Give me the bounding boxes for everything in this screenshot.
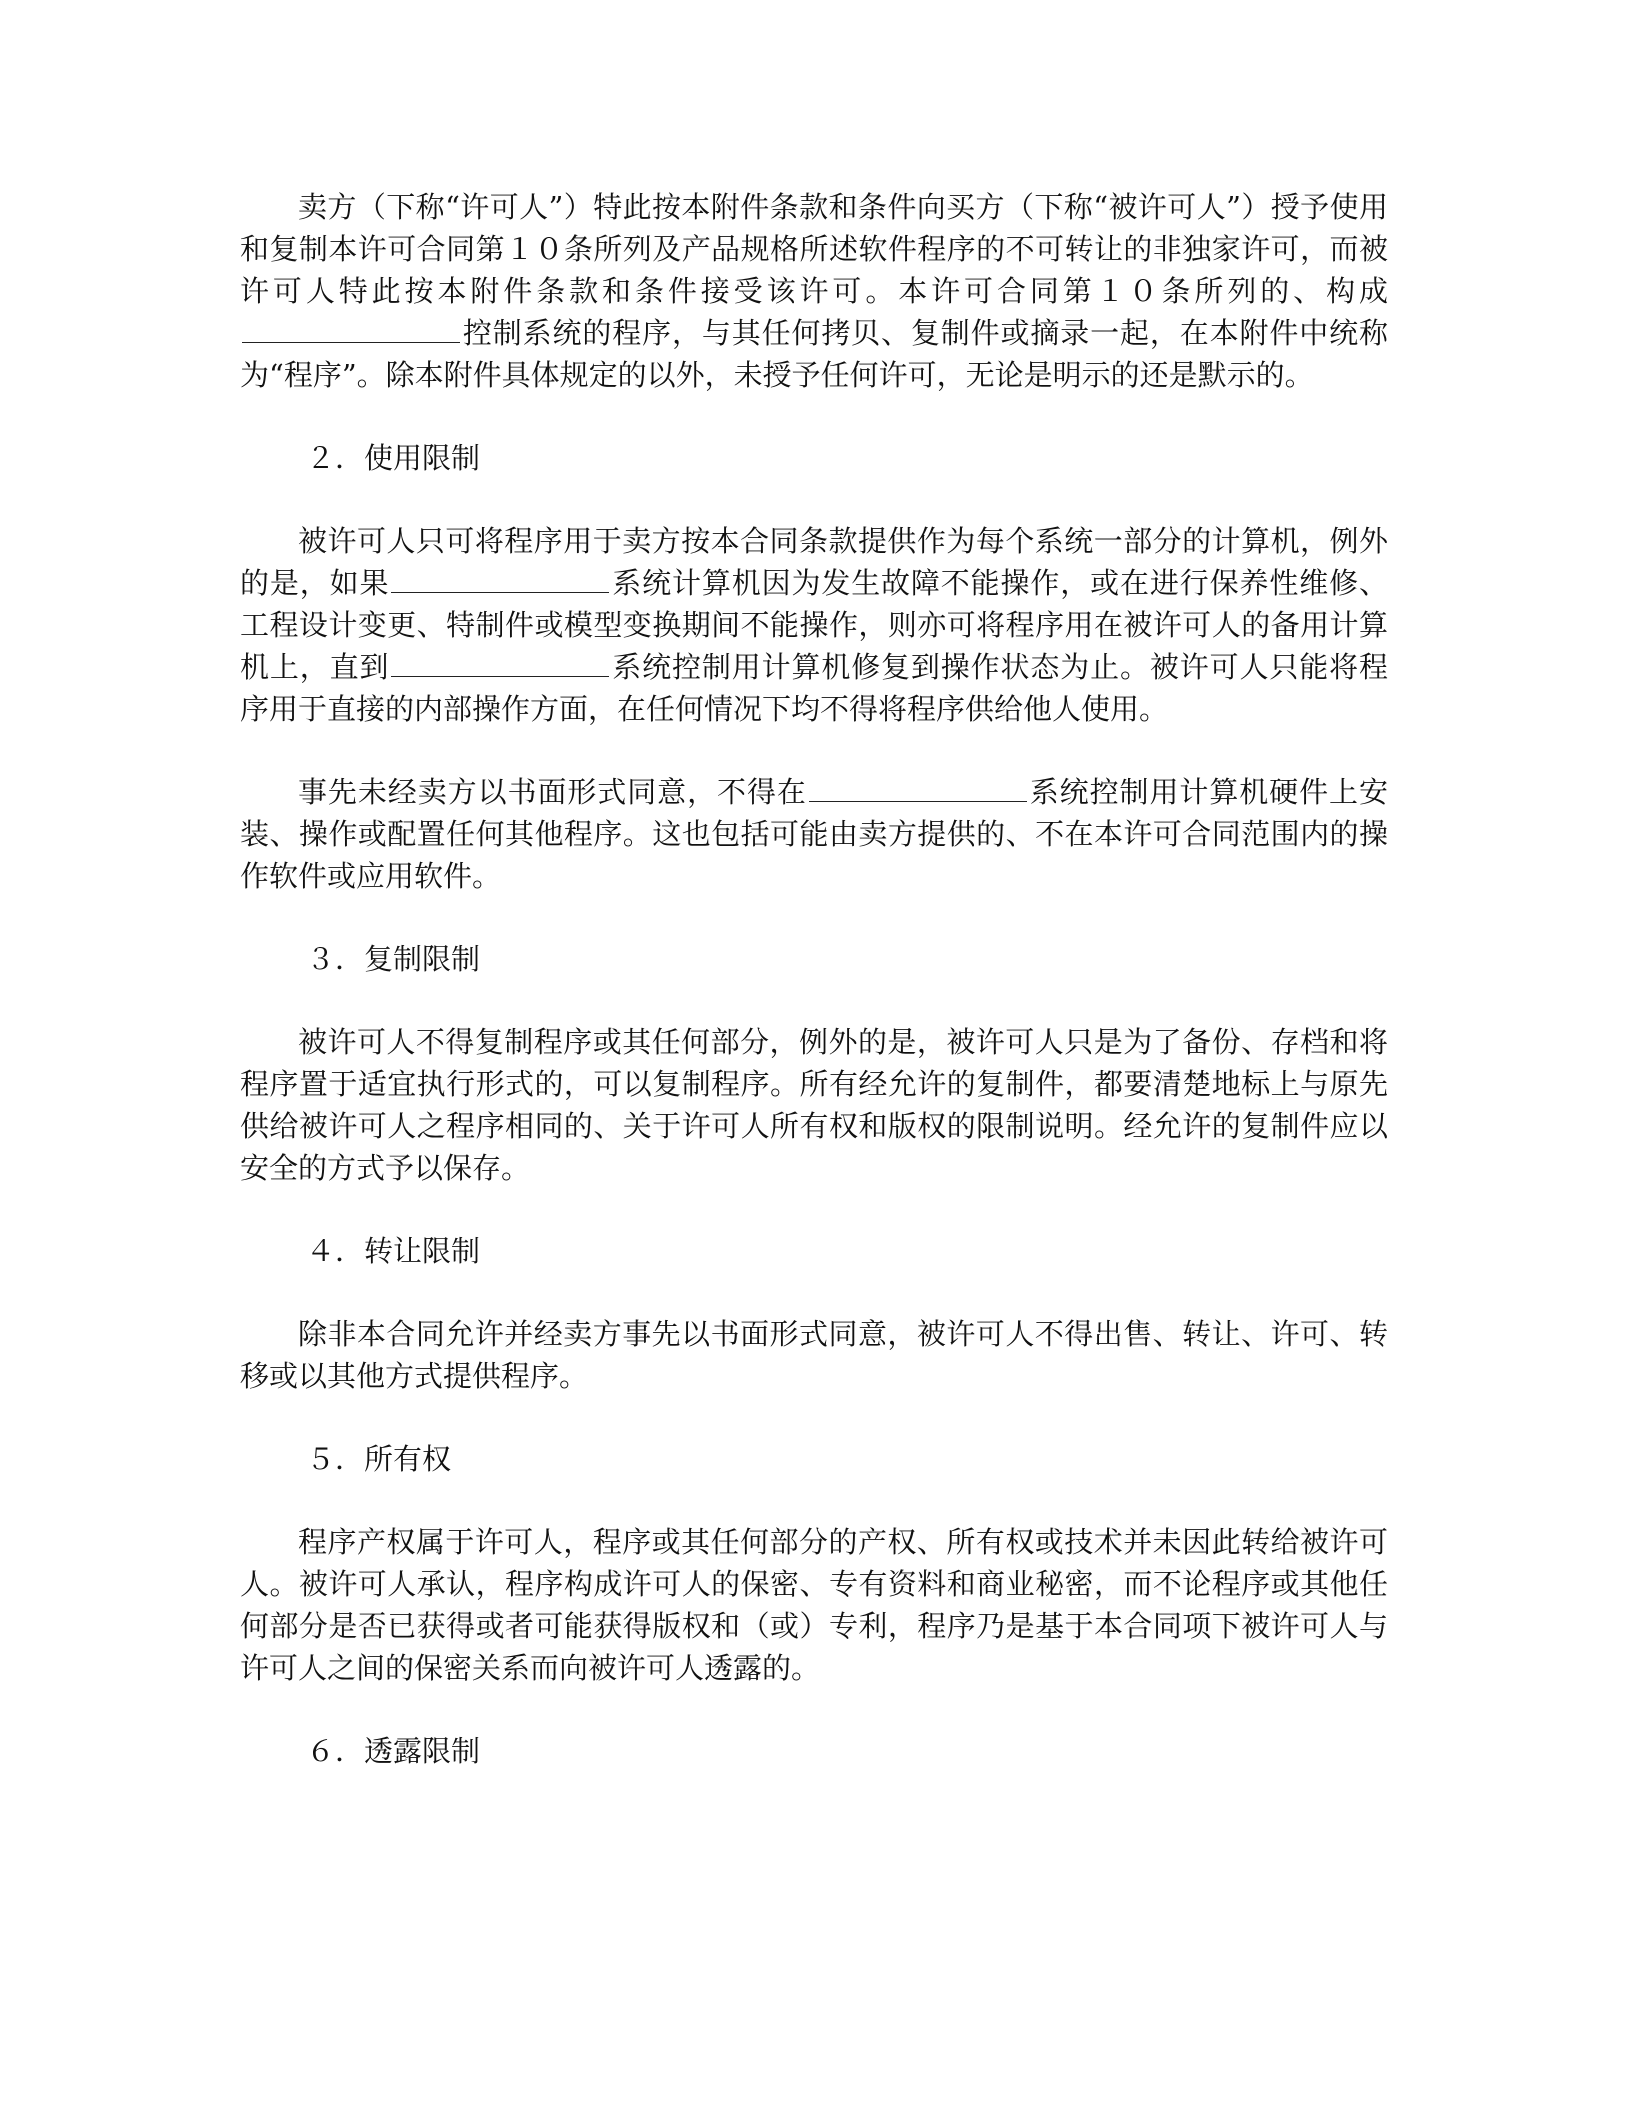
fill-in-blank <box>242 316 460 343</box>
document-page <box>240 186 1388 1772</box>
section-heading-transfer-restriction: ４．转让限制 <box>306 1234 481 1268</box>
text-segment: 被许可人只可将程序用于卖方按本合同条款提供作为每个系统一部分的计算机，例外的是，如果 <box>240 524 1388 600</box>
text-segment: 控制系统的程序，与其任何拷贝、复制件或摘录一起，在本附件中统称为“程序”。除本附件具体规定的以外，未授予任何许可，无论是明示的还是默示的。 <box>240 316 1388 392</box>
fill-in-blank <box>391 566 609 593</box>
text-segment: 系统控制用计算机硬件上安装、操作或配置任何其他程序。这也包括可能由卖方提供的、不在本许可合同范围内的操作软件或应用软件。 <box>240 775 1388 893</box>
paragraph-other-programs <box>240 771 1388 897</box>
section-heading-ownership: ５．所有权 <box>306 1442 452 1476</box>
paragraph-transfer-restriction: 除非本合同允许并经卖方事先以书面形式同意，被许可人不得出售、转让、许可、转移或以其他方式提供程序。 <box>240 1317 1388 1393</box>
paragraph-use-restriction <box>240 520 1388 730</box>
text-segment: 系统控制用计算机修复到操作状态为止。被许可人只能将程序用于直接的内部操作方面，在任何情况下均不得将程序供给他人使用。 <box>240 650 1388 726</box>
paragraph-ownership: 程序产权属于许可人，程序或其任何部分的产权、所有权或技术并未因此转给被许可人。被许可人承认，程序构成许可人的保密、专有资料和商业秘密，而不论程序或其他任何部分是否已获得或者可能获得版权和（或）专利，程序乃是基于本合同项下被许可人与许可人之间的保密关系而向被许可人透露的。 <box>240 1525 1388 1685</box>
section-heading-disclosure-restriction: ６．透露限制 <box>306 1734 481 1768</box>
section-heading-copy-restriction: ３．复制限制 <box>306 942 481 976</box>
fill-in-blank <box>391 650 609 677</box>
text-segment: 事先未经卖方以书面形式同意，不得在 <box>298 775 807 809</box>
paragraph-copy-restriction: 被许可人不得复制程序或其任何部分，例外的是，被许可人只是为了备份、存档和将程序置于适宜执行形式的，可以复制程序。所有经允许的复制件，都要清楚地标上与原先供给被许可人之程序相同的、关于许可人所有权和版权的限制说明。经允许的复制件应以安全的方式予以保存。 <box>240 1025 1388 1185</box>
text-segment: 卖方（下称“许可人”）特此按本附件条款和条件向买方（下称“被许可人”）授予使用和复制本许可合同第１０条所列及产品规格所述软件程序的不可转让的非独家许可，而被许可人特此按本附件条款和条件接受该许可。本许可合同第１０条所列的、构成 <box>240 190 1388 308</box>
paragraph-license-grant <box>240 186 1388 396</box>
section-heading-use-restriction: ２．使用限制 <box>306 441 481 475</box>
text-segment: 系统计算机因为发生故障不能操作，或在进行保养性维修、工程设计变更、特制件或模型变换期间不能操作，则亦可将程序用在被许可人的备用计算机上，直到 <box>240 566 1388 684</box>
fill-in-blank <box>809 775 1027 802</box>
